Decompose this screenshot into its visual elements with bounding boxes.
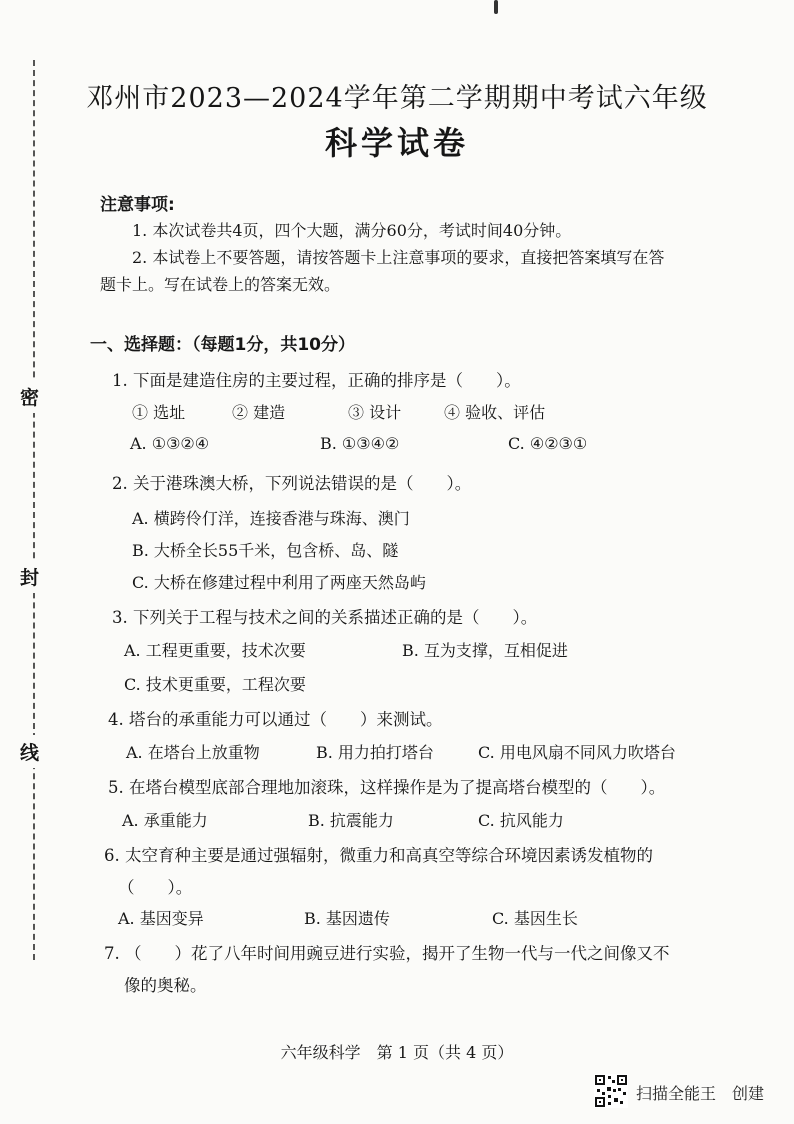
q1-step-3: ③ 设计 — [348, 403, 402, 422]
q2-option-c: C. 大桥在修建过程中利用了两座天然岛屿 — [132, 573, 426, 592]
q1-option-a: A. ①③②④ — [130, 434, 210, 453]
q1-step-4: ④ 验收、评估 — [444, 403, 546, 422]
seal-mark-feng: 封 — [20, 560, 39, 593]
qr-code-icon — [594, 1074, 628, 1108]
exam-title: 邓州市2023—2024学年第二学期期中考试六年级 — [86, 83, 708, 114]
binding-line — [33, 60, 35, 960]
q1-option-c: C. ④②③① — [508, 434, 588, 453]
q5-option-a: A. 承重能力 — [122, 811, 208, 830]
question-6: 6. 太空育种主要是通过强辐射，微重力和高真空等综合环境因素诱发植物的 — [104, 846, 653, 865]
q6-option-c: C. 基因生长 — [492, 909, 578, 928]
q1-option-b: B. ①③④② — [320, 434, 400, 453]
question-7-cont: 像的奥秘。 — [124, 976, 207, 995]
notice-item-2-cont: 题卡上。写在试卷上的答案无效。 — [100, 275, 341, 294]
notice-item-1: 1. 本次试卷共4页，四个大题，满分60分，考试时间40分钟。 — [132, 221, 572, 240]
q6-option-a: A. 基因变异 — [118, 909, 204, 928]
q3-option-b: B. 互为支撑，互相促进 — [402, 641, 568, 660]
question-5: 5. 在塔台模型底部合理地加滚珠，这样操作是为了提高塔台模型的（ ）。 — [108, 778, 666, 797]
seal-mark-mi: 密 — [20, 380, 39, 413]
q3-option-a: A. 工程更重要，技术次要 — [124, 641, 306, 660]
q2-option-b: B. 大桥全长55千米，包含桥、岛、隧 — [132, 541, 399, 560]
q2-option-a: A. 横跨伶仃洋，连接香港与珠海、澳门 — [132, 509, 410, 528]
seal-mark-xian: 线 — [20, 735, 39, 768]
question-1: 1. 下面是建造住房的主要过程，正确的排序是（ ）。 — [112, 371, 521, 390]
question-7: 7. （ ）花了八年时间用豌豆进行实验，揭开了生物一代与一代之间像又不 — [104, 944, 670, 963]
notice-heading: 注意事项: — [100, 195, 175, 215]
question-4: 4. 塔台的承重能力可以通过（ ）来测试。 — [108, 710, 443, 729]
question-3: 3. 下列关于工程与技术之间的关系描述正确的是（ ）。 — [112, 608, 538, 627]
q3-option-c: C. 技术更重要，工程次要 — [124, 675, 306, 694]
q6-option-b: B. 基因遗传 — [304, 909, 390, 928]
question-6-cont: （ ）。 — [118, 878, 193, 897]
scan-speck — [494, 0, 498, 14]
notice-item-2: 2. 本试卷上不要答题，请按答题卡上注意事项的要求，直接把答案填写在答 — [132, 248, 665, 267]
q4-option-c: C. 用电风扇不同风力吹塔台 — [478, 743, 676, 762]
q4-option-a: A. 在塔台上放重物 — [126, 743, 260, 762]
q1-step-2: ② 建造 — [232, 403, 286, 422]
section-heading: 一、选择题：（每题1分，共10分） — [90, 335, 355, 355]
scanner-watermark: 扫描全能王 创建 — [636, 1084, 765, 1103]
q5-option-b: B. 抗震能力 — [308, 811, 394, 830]
question-2: 2. 关于港珠澳大桥，下列说法错误的是（ ）。 — [112, 474, 472, 493]
exam-subject-title: 科学试卷 — [324, 124, 469, 162]
q1-step-1: ① 选址 — [132, 403, 186, 422]
q4-option-b: B. 用力拍打塔台 — [316, 743, 434, 762]
page-footer: 六年级科学 第 1 页（共 4 页） — [280, 1043, 514, 1062]
q5-option-c: C. 抗风能力 — [478, 811, 564, 830]
